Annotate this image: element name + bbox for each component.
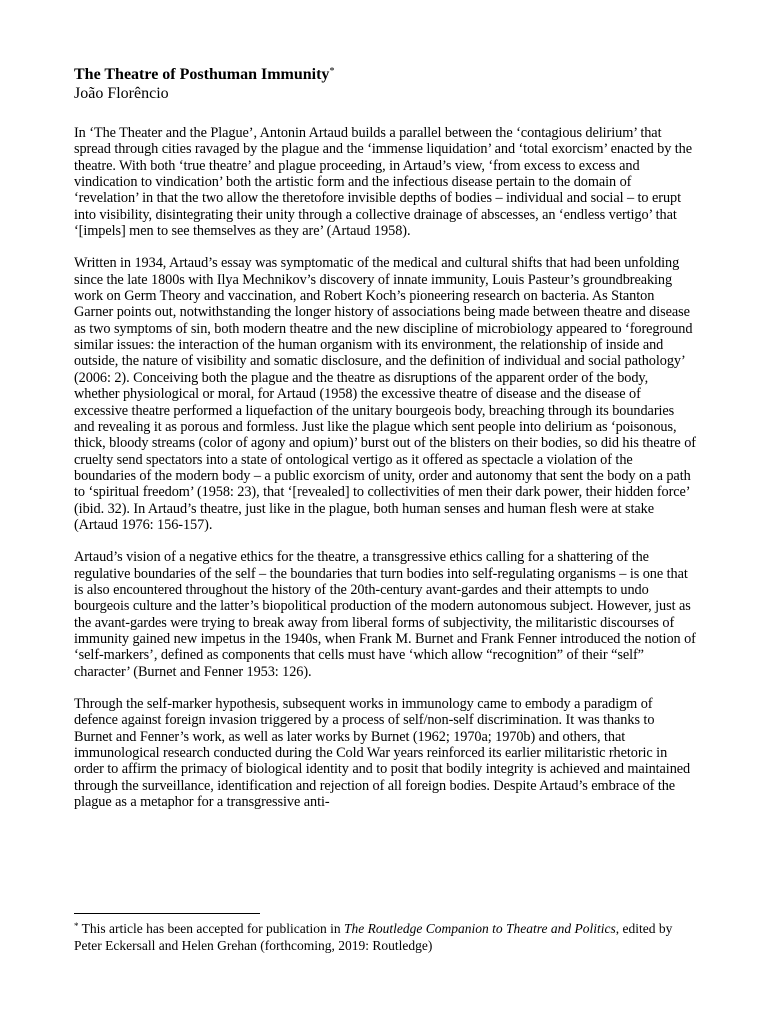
title-footnote-marker[interactable]: * xyxy=(329,66,335,77)
paragraph-4: Through the self-marker hypothesis, subsequent works in immunology came to embody a paradigm of defence against foreign invasion triggered by a process of self/non-self discrimination. It was thanks to Burnet and Fenner’s work, as well as later works by Burnet (1962; 1970a; 1970b) and others, that immunological research conducted during the Cold War years reinforced its earlier militaristic rhetoric in order to affirm the primacy of biological identity and to posit that bodily integrity is achieved and maintained through the surveillance, identification and rejection of all foreign bodies. Despite Artaud’s embrace of the plague as a metaphor for a transgressive anti- xyxy=(74,696,691,811)
footnote-divider xyxy=(74,913,260,914)
article-title xyxy=(74,66,696,84)
paragraph-1: In ‘The Theater and the Plague’, Antonin Artaud builds a parallel between the ‘contagious delirium’ that spread through cities ravaged by the plague and the ‘immense liquidation’ and ‘total exorcism’ enacted by the theatre. With both ‘true theatre’ and plague proceeding, in Artaud’s view, ‘from excess to excess and vindication to vindication’ both the artistic form and the infectious disease pertain to the domain of ‘revelation’ in that the two allow the theretofore invisible depths of bodies – individual and social – to erupt into visibility, disintegrating their unity through a collective drainage of abscesses, an ‘endless vertigo’ that ‘[impels] men to see themselves as they are’ (Artaud 1958). xyxy=(74,125,693,240)
footnote-book-title: The Routledge Companion to Theatre and Politics xyxy=(344,921,616,936)
footnote-marker: * xyxy=(74,921,79,931)
footnote-text-before: This article has been accepted for publication in xyxy=(78,921,345,936)
footnote-text-after: , edited by Peter Eckersall and Helen Grehan (forthcoming, 2019: Routledge) xyxy=(74,921,673,953)
article-title-text: The Theatre of Posthuman Immunity xyxy=(74,66,330,83)
article-body xyxy=(74,66,696,826)
paragraph-3: Artaud’s vision of a negative ethics for the theatre, a transgressive ethics calling for a shattering of the regulative boundaries of the self – the boundaries that turn bodies into self-regulating organisms – is one that is also encountered throughout the history of the 20th-century avant-gardes and their attempts to undo bourgeois culture and the latter’s biopolitical production of the modern autonomous subject. However, just as the avant-gardes were trying to break away from liberal forms of subjectivity, the militaristic discourses of immunity gained new impetus in the 1940s, when Frank M. Burnet and Frank Fenner introduced the notion of ‘self-markers’, defined as components that cells must have ‘which allow “recognition” of their “self” character’ (Burnet and Fenner 1953: 126). xyxy=(74,549,696,680)
article-author: João Florêncio xyxy=(74,85,169,102)
footnote xyxy=(74,920,696,954)
paragraph-2: Written in 1934, Artaud’s essay was symptomatic of the medical and cultural shifts that had been unfolding since the late 1800s with Ilya Mechnikov’s discovery of innate immunity, Louis Pasteur’s groundbreaking work on Germ Theory and vaccination, and Robert Koch’s pioneering research on bacteria. As Stanton Garner points out, notwithstanding the longer history of associations being made between theatre and disease as two symptoms of sin, both modern theatre and the new discipline of microbiology appeared to ‘foreground similar issues: the interaction of the human organism with its environment, the relationship of inside and outside, the nature of visibility and somatic disclosure, and the definition of individual and social pathology’ (2006: 2). Conceiving both the plague and the theatre as disruptions of the apparent order of the body, whether physiological or moral, for Artaud (1958) the excessive theatre of disease and the disease of excessive theatre performed a liquefaction of the unitary bourgeois body, breaching through its boundaries and revealing it as porous and formless. Just like the plague which sent people into delirium as ‘poisonous, thick, bloody streams (color of agony and opium)’ burst out of the blisters on their bodies, so did his theatre of cruelty send spectators into a state of ontological vertigo as it offered as spectacle a violation of the boundaries of the modern body – a public exorcism of unity, order and autonomy that sent the body on a path to ‘spiritual freedom’ (1958: 23), that ‘[revealed] to collectivities of men their dark power, their hidden force’ (ibid. 32). In Artaud’s theatre, just like in the plague, both human senses and human flesh were at stake (Artaud 1976: 156-157). xyxy=(74,255,696,533)
